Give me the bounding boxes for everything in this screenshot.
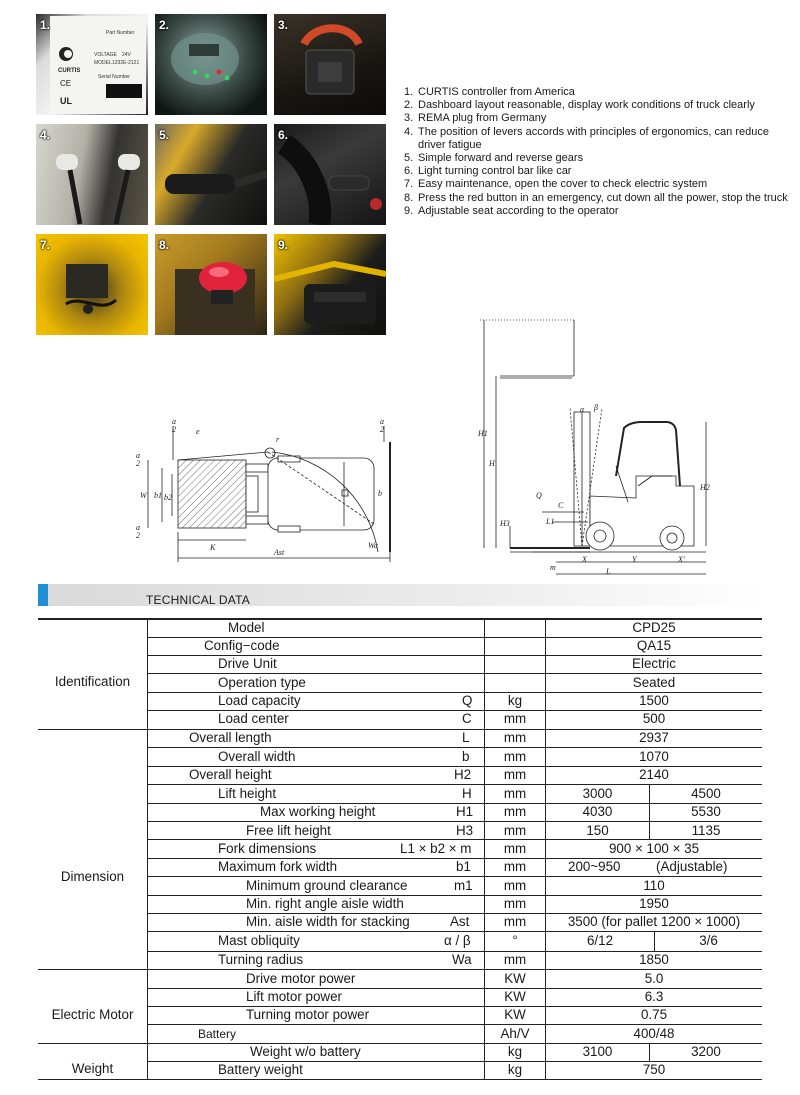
spec-label: Load capacity xyxy=(218,693,301,708)
feature-number: 4. xyxy=(404,125,414,138)
spec-value: Seated xyxy=(632,675,676,690)
dim-wa-label: Wa xyxy=(368,541,378,550)
spec-unit: mm xyxy=(503,896,527,911)
ul-mark-text: UL xyxy=(60,96,72,106)
spec-unit: mm xyxy=(503,823,527,838)
spec-unit: KW xyxy=(504,971,526,986)
spec-unit: mm xyxy=(503,841,527,856)
spec-unit: kg xyxy=(507,1062,523,1077)
feature-item xyxy=(404,165,794,178)
spec-symbol: b xyxy=(462,749,470,764)
group-dimension: Dimension xyxy=(60,869,125,884)
photo-number: 3. xyxy=(278,18,289,32)
group-weight: Weight xyxy=(71,1061,114,1076)
spec-value-left: 3000 xyxy=(582,786,613,801)
spec-value-left: 150 xyxy=(586,823,609,838)
photo-number: 9. xyxy=(278,238,289,252)
spec-unit: mm xyxy=(503,914,527,929)
spec-symbol: H3 xyxy=(456,823,474,838)
spec-value: 2937 xyxy=(639,730,669,745)
dim-m-label: m xyxy=(550,563,556,572)
feature-item xyxy=(404,99,794,112)
dim-2-label: 2 xyxy=(380,425,384,434)
dim-a-label: a xyxy=(172,417,176,426)
spec-unit: mm xyxy=(503,749,527,764)
voltage-label-text: VOLTAGE xyxy=(94,52,117,58)
photo-number: 8. xyxy=(159,238,170,252)
dim-2-label: 2 xyxy=(172,425,176,434)
side-view-diagram xyxy=(476,316,726,582)
spec-value-right: 3200 xyxy=(691,1044,721,1059)
spec-label: Fork dimensions xyxy=(218,841,317,856)
feature-item xyxy=(404,112,794,125)
section-accent-bar xyxy=(38,584,48,606)
spec-unit: ° xyxy=(512,933,518,948)
feature-number: 9. xyxy=(404,204,414,217)
dim-2-label: 2 xyxy=(136,531,140,540)
spec-unit: mm xyxy=(503,767,527,782)
feature-item xyxy=(404,126,794,152)
dim-a-label: a xyxy=(136,451,140,460)
spec-label: Free lift height xyxy=(246,823,331,838)
model-value-text: 1232E-2121 xyxy=(112,60,140,66)
levers-photo xyxy=(36,124,148,225)
dim-l1-label: L1 xyxy=(546,517,555,526)
feature-number: 1. xyxy=(404,86,414,98)
photo-number: 1. xyxy=(40,18,51,32)
spec-value-right: 1135 xyxy=(691,823,721,838)
spec-unit: mm xyxy=(503,859,527,874)
spec-value: 6.3 xyxy=(644,989,664,1004)
spec-symbol: m1 xyxy=(454,878,473,893)
feature-text: Light turning control bar like car xyxy=(418,165,572,178)
dim-b2-label: b2 xyxy=(164,493,172,502)
spec-value: 1950 xyxy=(639,896,669,911)
technical-data-table xyxy=(38,618,762,1080)
spec-value-left: 3100 xyxy=(582,1044,613,1059)
seat-photo xyxy=(274,234,386,335)
top-view-diagram xyxy=(128,412,408,572)
spec-label: Turning motor power xyxy=(246,1007,370,1022)
dim-q-label: Q xyxy=(536,491,542,500)
spec-symbol: L xyxy=(462,730,470,745)
feature-text: The position of levers accords with principles of ergonomics, can reduce driver fatigue xyxy=(418,125,769,151)
spec-unit: mm xyxy=(503,730,527,745)
spec-label: Battery weight xyxy=(218,1062,303,1077)
spec-symbol: Ast xyxy=(450,914,470,929)
features-list xyxy=(404,86,794,218)
spec-unit: kg xyxy=(507,1044,523,1059)
feature-text: Easy maintenance, open the cover to check electric system xyxy=(418,178,708,191)
dim-l-label: L xyxy=(606,567,611,576)
spec-value: 200~950 xyxy=(568,859,621,874)
spec-symbol: α / β xyxy=(444,933,471,948)
feature-text: Press the red button in an emergency, cut down all the power, stop the truck xyxy=(418,191,788,204)
plug-photo xyxy=(274,14,386,115)
dim-h1-label: H1 xyxy=(478,429,488,438)
dim-b-label: b xyxy=(378,489,382,498)
spec-value: 750 xyxy=(642,1062,666,1077)
photo-number: 6. xyxy=(278,128,289,142)
photo-number: 2. xyxy=(159,18,170,32)
spec-label: Minimum ground clearance xyxy=(246,878,408,893)
spec-label: Weight w/o battery xyxy=(250,1044,361,1059)
gear-lever-photo xyxy=(155,124,267,225)
feature-text: Adjustable seat according to the operator xyxy=(418,204,619,217)
feature-item xyxy=(404,192,794,205)
dim-x-label: X xyxy=(582,555,587,564)
group-identification: Identification xyxy=(54,674,131,689)
spec-label: Overall length xyxy=(189,730,272,745)
electric-system-photo xyxy=(36,234,148,335)
dim-h-label: H xyxy=(489,459,495,468)
spec-unit: mm xyxy=(503,786,527,801)
spec-value-left: 6/12 xyxy=(586,933,614,948)
spec-label: Model xyxy=(228,620,265,635)
feature-item xyxy=(404,152,794,165)
spec-value: 900 × 100 × 35 xyxy=(608,841,700,856)
spec-label: Operation type xyxy=(218,675,306,690)
spec-unit: KW xyxy=(504,989,526,1004)
spec-symbol: H xyxy=(462,786,472,801)
dashboard-photo xyxy=(155,14,267,115)
spec-symbol: C xyxy=(462,711,472,726)
spec-unit: Ah/V xyxy=(500,1026,530,1041)
feature-text: REMA plug from Germany xyxy=(418,112,547,125)
spec-label: Overall width xyxy=(218,749,296,764)
spec-value-right: 5530 xyxy=(691,804,721,819)
feature-text: Dashboard layout reasonable, display work conditions of truck clearly xyxy=(418,99,755,112)
spec-unit: mm xyxy=(503,711,527,726)
spec-unit: kg xyxy=(507,693,523,708)
spec-label: Overall height xyxy=(189,767,272,782)
dim-r-label: r xyxy=(276,435,280,444)
dim-a-label: a xyxy=(380,417,384,426)
spec-label: Drive motor power xyxy=(246,971,356,986)
spec-unit: mm xyxy=(503,878,527,893)
dim-h2-label: H2 xyxy=(700,483,710,492)
voltage-value-text: 24V xyxy=(122,52,131,58)
feature-number: 7. xyxy=(404,178,414,191)
dim-beta-label: β xyxy=(594,403,598,412)
dim-w-label: W xyxy=(140,491,147,500)
spec-label: Max working height xyxy=(260,804,376,819)
spec-label: Lift height xyxy=(218,786,277,801)
dim-2-label: 2 xyxy=(136,459,140,468)
spec-value: 2140 xyxy=(639,767,669,782)
spec-value: CPD25 xyxy=(632,620,676,635)
feature-text: CURTIS controller from America xyxy=(418,86,575,98)
dim-y-label: Y xyxy=(632,555,637,564)
photo-number: 5. xyxy=(159,128,170,142)
dim-a-label: a xyxy=(136,523,140,532)
feature-item xyxy=(404,205,794,218)
spec-value: 1500 xyxy=(639,693,669,708)
photo-number: 4. xyxy=(40,128,51,142)
spec-label: Mast obliquity xyxy=(218,933,300,948)
spec-value: QA15 xyxy=(636,638,672,653)
spec-label: Lift motor power xyxy=(246,989,343,1004)
ce-mark-text: CE xyxy=(60,79,72,88)
spec-label: Maximum fork width xyxy=(218,859,338,874)
control-bar-photo xyxy=(274,124,386,225)
spec-value-note: (Adjustable) xyxy=(656,859,728,874)
spec-symbol: H2 xyxy=(454,767,472,782)
spec-value: 1850 xyxy=(639,952,669,967)
feature-number: 6. xyxy=(404,165,414,178)
spec-label: Turning radius xyxy=(218,952,304,967)
spec-symbol: H1 xyxy=(456,804,474,819)
spec-label: Load center xyxy=(218,711,289,726)
spec-label: Min. right angle aisle width xyxy=(246,896,404,911)
spec-value: 1070 xyxy=(639,749,669,764)
dim-e-label: e xyxy=(196,427,200,436)
spec-value: 400/48 xyxy=(633,1026,675,1041)
spec-unit: mm xyxy=(503,804,527,819)
part-number-text: Part Number xyxy=(106,30,135,36)
section-title: TECHNICAL DATA xyxy=(146,593,250,607)
dim-c-label: C xyxy=(558,501,564,510)
emergency-button-photo xyxy=(155,234,267,335)
spec-value: 3500 (for pallet 1200 × 1000) xyxy=(567,914,741,929)
spec-unit: mm xyxy=(503,952,527,967)
controller-photo xyxy=(36,14,148,115)
feature-number: 3. xyxy=(404,112,414,125)
spec-label: Drive Unit xyxy=(218,656,277,671)
spec-symbol: b1 xyxy=(456,859,471,874)
dim-alpha-label: α xyxy=(580,405,585,414)
feature-item xyxy=(404,86,794,99)
dim-b1-label: b1 xyxy=(154,491,162,500)
spec-unit: KW xyxy=(504,1007,526,1022)
spec-value: Electric xyxy=(632,656,676,671)
spec-label: Battery xyxy=(198,1027,237,1041)
dim-h3-label: H3 xyxy=(500,519,510,528)
spec-value: 500 xyxy=(642,711,666,726)
spec-value-right: 3/6 xyxy=(699,933,718,948)
photo-number: 7. xyxy=(40,238,51,252)
spec-symbol: L1 × b2 × m xyxy=(400,841,472,856)
dim-k-label: K xyxy=(210,543,216,552)
dim-ast-label: Ast xyxy=(274,548,285,557)
feature-text: Simple forward and reverse gears xyxy=(418,152,584,165)
serial-number-text: Serial Number xyxy=(98,74,130,80)
spec-label: Config−code xyxy=(204,638,280,653)
feature-number: 5. xyxy=(404,152,414,165)
feature-number: 2. xyxy=(404,99,414,112)
spec-value: 110 xyxy=(643,878,665,893)
group-electric-motor: Electric Motor xyxy=(51,1007,134,1022)
spec-symbol: Q xyxy=(462,693,473,708)
spec-label: Min. aisle width for stacking xyxy=(246,914,410,929)
feature-item xyxy=(404,178,794,191)
spec-value-right: 4500 xyxy=(691,786,721,801)
feature-number: 8. xyxy=(404,191,414,204)
model-label-text: MODEL xyxy=(94,60,112,66)
spec-symbol: Wa xyxy=(452,952,472,967)
spec-value: 5.0 xyxy=(644,971,664,986)
spec-value: 0.75 xyxy=(640,1007,668,1022)
spec-value-left: 4030 xyxy=(582,804,613,819)
dim-x-prime-label: X' xyxy=(678,555,685,564)
curtis-brand-text: CURTIS xyxy=(58,68,81,74)
